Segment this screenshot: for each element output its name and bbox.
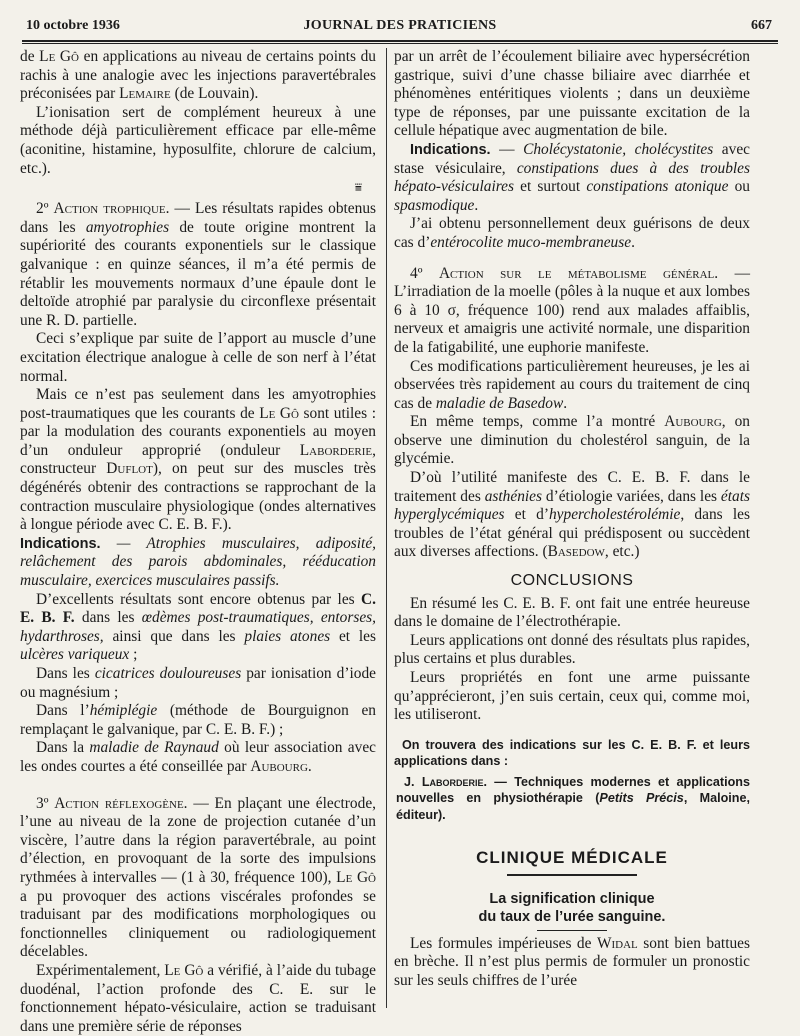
- paragraph: D’où l’utilité manifeste des C. E. B. F. dans le traitement des asthénies d’étiologie variées, dans les états hyperglycémiques et d’hypercholestérolémie, dans les troubles de l’état général qui prédisposent ou succèdent aux diverses affections. (Basedow, etc.): [394, 469, 750, 561]
- paragraph: Mais ce n’est pas seulement dans les amyotrophies post-traumatiques que les courants de Le Gô sont utiles : par la modulation des courants exponentiels au moyen d’un onduleur approprié (onduleur Laborderie, constructeur Duflot), on peut sur des muscles très dégénérés obtenir des contractions se rapprochant de la contraction musculaire physiologique (ondes alternatives à longue période avec C. E. B. F.).: [20, 386, 376, 534]
- header-rule: [22, 40, 778, 42]
- clinique-medicale-heading: CLINIQUE MÉDICALE: [476, 848, 668, 868]
- right-column: [394, 48, 750, 991]
- issue-date: 10 octobre 1936: [26, 18, 120, 33]
- paragraph: En résumé les C. E. B. F. ont fait une entrée heureuse dans le domaine de l’électrothérapie.: [394, 594, 750, 631]
- paragraph: Ces modifications particulièrement heureuses, je les ai observées très rapidement au cours du traitement de cinq cas de maladie de Basedow.: [394, 357, 750, 412]
- section-heading-metabolisme: 4º Action sur le métabolisme général. — L’irradiation de la moelle (pôles à la nuque et aux lombes 6 à 10 σ, fréquence 100) rend aux malades affaiblis, nerveux et amaigris une activité normale, une disparition de la fatigabilité, une euphorie manifeste.: [394, 264, 750, 356]
- paragraph: Expérimentalement, Le Gô a vérifié, à l’aide du tubage duodénal, l’action profonde des C. E. sur le fonctionnement hépato-vésiculaire, action se traduisant dans une première série de réponses: [20, 961, 376, 1035]
- paragraph: Dans l’hémiplégie (méthode de Bourguignon en remplaçant le galvanique, par C. E. B. F.) ;: [20, 702, 376, 738]
- section-heading-reflexogene: 3º Action réflexogène. — En plaçant une électrode, l’une au niveau de la zone de projection cutanée d’un viscère, l’autre dans la région paravertébrale, au point d’élection, en provoquant de la sorte des impulsions rythmées à intervalles — (1 à 30, fréquence 100), Le Gô a pu provoquer des actions viscérales profondes se traduisant par des modifications morphologiques ou fonctionnelles cliniquement ou radiologiquement décelables.: [20, 794, 376, 961]
- indications-paragraph: Indications. — Atrophies musculaires, adiposité, relâchement des parois abdominales, rééducation musculaire, exercices musculaires passifs.: [20, 534, 376, 590]
- indications-paragraph: Indications. — Cholécystatonie, cholécystites avec stase vésiculaire, constipations dues à des troubles hépato-vésiculaires et surtout constipations atonique ou spasmodique.: [394, 140, 750, 214]
- page-header: [22, 16, 778, 38]
- reference-citation: J. Laborderie. — Techniques modernes et applications nouvelles en physiothérapie (Petits Précis, Maloine, éditeur).: [396, 774, 750, 822]
- paragraph: Leurs applications ont donné des résultats plus rapides, plus certains et plus durables.: [394, 631, 750, 668]
- reference-notice: On trouvera des indications sur les C. E. B. F. et leurs applications dans :: [394, 737, 750, 769]
- paragraph: En même temps, comme l’a montré Aubourg, on observe une diminution du cholestérol sanguin, de la glycémie.: [394, 413, 750, 468]
- heading-rule: [507, 874, 637, 876]
- section-heading-trophique: 2º Action trophique. — Les résultats rapides obtenus dans les amyotrophies de toute origine montrent la supériorité des courants exponentiels sur le classique galvanique : en quinze séances, il m’a été permis de rétablir les mouvements normaux d’une épaule dont le deltoïde atrophié par paralysie du circonflexe présentait une R. D. partielle.: [20, 200, 376, 329]
- paragraph: Ceci s’explique par suite de l’apport au muscle d’une excitation électrique analogue à celle de son nerf à l’état normal.: [20, 330, 376, 385]
- left-column: [20, 48, 376, 1036]
- header-rule-thin: [22, 43, 778, 44]
- paragraph: Dans la maladie de Raynaud où leur association avec les ondes courtes a été conseillée par Aubourg.: [20, 739, 376, 775]
- conclusions-heading: CONCLUSIONS: [510, 572, 634, 590]
- column-divider: [386, 48, 387, 1008]
- paragraph: par un arrêt de l’écoulement biliaire avec hypersécrétion gastrique, suivi d’une chasse biliaire avec diarrhée et phénomènes entéritiques violents ; dans un deuxième type de réponses, par une puissante excitation de la cellule hépatique avec augmentation de bile.: [394, 48, 750, 140]
- paragraph: L’ionisation sert de complément heureux à une méthode déjà particulièrement efficace par elle-même (aconitine, histamine, hyposulfite, chlorure de calcium, etc.).: [20, 103, 376, 177]
- page-number: 667: [751, 18, 772, 33]
- paragraph: J’ai obtenu personnellement deux guérisons de deux cas d’entérocolite muco-membraneuse.: [394, 215, 750, 251]
- ornament-mark: ⩸: [354, 180, 362, 195]
- paragraph: Les formules impérieuses de Widal sont bien battues en brèche. Il n’est plus permis de formuler un pronostic sur les seuls chiffres de l’urée: [394, 934, 751, 990]
- article-title: La signification clinique du taux de l’urée sanguine.: [478, 890, 666, 925]
- title-rule: [537, 930, 607, 931]
- journal-title: JOURNAL DES PRATICIENS: [303, 18, 497, 33]
- paragraph: Dans les cicatrices douloureuses par ionisation d’iode ou magnésium ;: [20, 665, 376, 701]
- paragraph: D’excellents résultats sont encore obtenus par les C. E. B. F. dans les œdèmes post-traumatiques, entorses, hydarthroses, ainsi que dans les plaies atones et les ulcères variqueux ;: [20, 590, 377, 664]
- paragraph: de Le Gô en applications au niveau de certains points du rachis à une analogie avec les injections paravertébrales préconisées par Lemaire (de Louvain).: [20, 48, 376, 103]
- paragraph: Leurs propriétés en font une arme puissante qu’apprécieront, j’en suis certain, ceux qui, comme moi, les utiliseront.: [394, 669, 750, 724]
